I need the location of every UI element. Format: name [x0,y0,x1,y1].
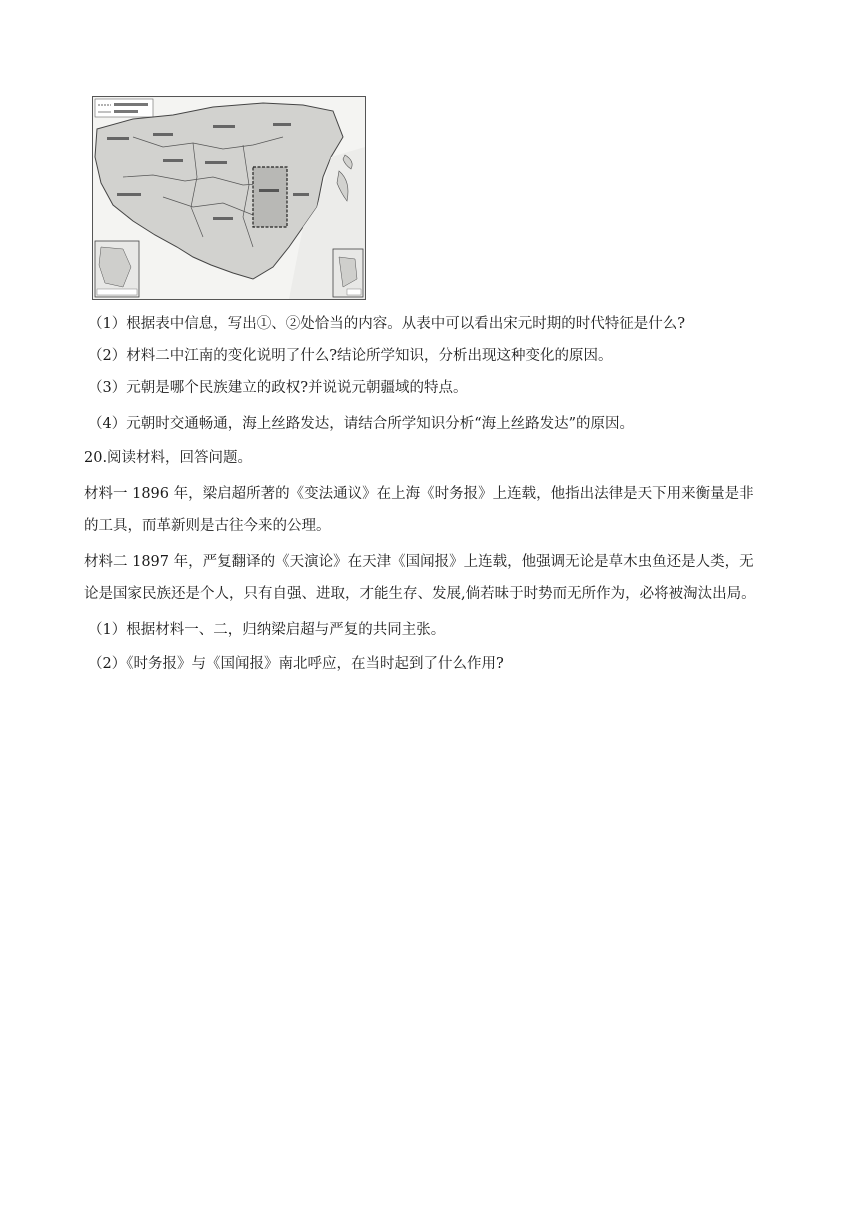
question-2: （2）材料二中江南的变化说明了什么?结论所学知识，分析出现这种变化的原因。 [88,348,613,364]
legend-text-2 [114,110,138,113]
q20-material1-line1: 材料一 1896 年，梁启超所著的《变法通议》在上海《时务报》上连载，他指出法律是天下用来衡量是非 [84,486,754,502]
map-label-mark [163,159,183,162]
q20-material2-line1: 材料二 1897 年，严复翻译的《天演论》在天津《国闻报》上连载，他强调无论是草木虫鱼还是人类，无 [84,554,754,570]
question-3: （3）元朝是哪个民族建立的政权?并说说元朝疆域的特点。 [88,380,468,396]
map-label-mark [107,137,129,140]
map-drawing [93,97,365,299]
question-4: （4）元朝时交通畅通，海上丝路发达，请结合所学知识分析“海上丝路发达”的原因。 [88,416,635,432]
yuan-territory-map [92,96,366,300]
map-label-mark [273,123,291,126]
map-label-mark [213,217,233,220]
map-label-mark [205,161,227,164]
q20-sub-question-1: （1）根据材料一、二，归纳梁启超与严复的共同主张。 [88,622,446,638]
map-legend-box [95,99,153,117]
q20-material1-line2: 的工具，而革新则是古往今来的公理。 [84,518,331,534]
question-1: （1）根据表中信息，写出①、②处恰当的内容。从表中可以看出宋元时期的时代特征是什么? [88,316,685,332]
map-label-mark [293,193,309,196]
legend-text-1 [114,103,148,106]
q20-sub-question-2: （2）《时务报》与《国闻报》南北呼应，在当时起到了什么作用? [88,656,504,672]
map-label-mark [117,193,141,196]
inset-caption-left [97,289,137,295]
map-label-mark [213,125,235,128]
map-label-mark [259,189,279,192]
inset-caption-right [347,289,361,295]
q20-material2-line2: 论是国家民族还是个人，只有自强、进取，才能生存、发展,倘若昧于时势而无所作为，必将被淘汰出局。 [84,586,756,602]
map-label-mark [153,133,173,136]
q20-heading: 20.阅读材料，回答问题。 [84,450,253,466]
central-region [253,167,287,227]
